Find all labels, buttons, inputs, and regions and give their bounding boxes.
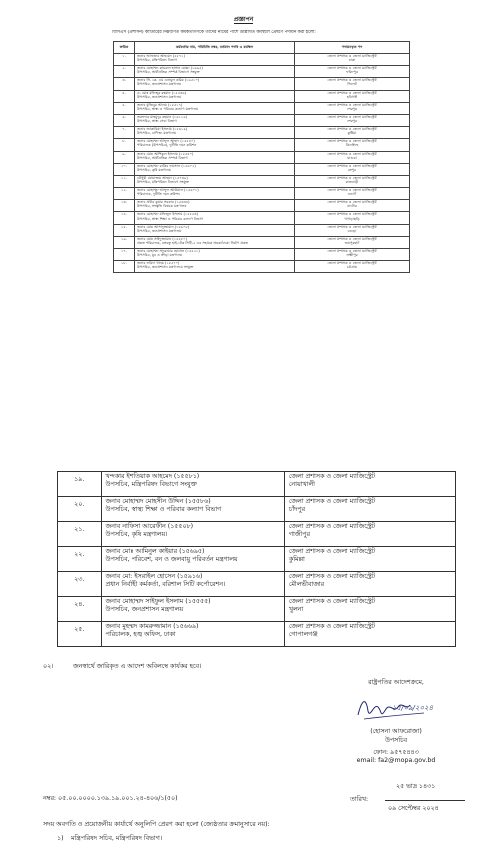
row-number: ২১. [58, 522, 102, 547]
officer-designation: উপসচিব, মন্ত্রিপরিষদ বিভাগ [137, 58, 177, 63]
officer-cell [135, 90, 295, 102]
officer-cell [135, 151, 295, 163]
posting-district: খাগড়াছড়ি [344, 216, 360, 221]
row-number: ১৫. [114, 224, 135, 236]
table-row [58, 597, 456, 622]
officer-name: জনাব মোহাম্মদ সারোয়ার হোসেন (১৫৫২১) [137, 249, 200, 253]
officer-cell [135, 78, 295, 90]
table-row [114, 54, 410, 66]
row-number: ২০. [58, 497, 102, 522]
posting-title: জেলা প্রশাসক ও জেলা ম্যাজিস্ট্রেট [327, 127, 377, 132]
officer-designation: উপসচিব, অর্থনৈতিক সম্পর্ক বিভাগ [137, 155, 188, 160]
table-row [58, 472, 456, 497]
posting-district: গাজীপুর [288, 531, 310, 538]
row-number: ৪. [114, 90, 135, 102]
table-row [114, 78, 410, 90]
table-row [114, 163, 410, 175]
posting-cell [284, 497, 455, 522]
table-row [58, 497, 456, 522]
officer-designation: প্রকল্প পরিচালক, বঙ্গবন্ধু হাই-টেক সিটি-২ এর সহায়ক অবকাঠামো নির্মাণ প্রকল্প [137, 240, 248, 245]
officer-cell [135, 163, 295, 175]
officer-designation: উপসচিব, বাণিজ্য মন্ত্রণালয় [137, 131, 177, 136]
table-row [114, 139, 410, 151]
row-number: ২২. [58, 547, 102, 572]
officer-cell [135, 224, 295, 236]
posting-cell [295, 236, 410, 248]
posting-cell [295, 78, 410, 90]
posting-cell [295, 212, 410, 224]
officer-cell [135, 200, 295, 212]
posting-title: জেলা প্রশাসক ও জেলা ম্যাজিস্ট্রেট [327, 200, 377, 205]
officer-designation: উপসচিব, জনপ্রশাসন মন্ত্রণালয় [105, 606, 184, 613]
table-row [114, 127, 410, 139]
paragraph-text: জনস্বার্থে জারিকৃত এ আদেশ অবিলম্বে কার্যকর হবে। [73, 663, 202, 670]
officer-designation: উপসচিব, কৃষি মন্ত্রণালয় [137, 167, 172, 172]
posting-title: জেলা প্রশাসক ও জেলা ম্যাজিস্ট্রেট [288, 573, 376, 580]
posting-title: জেলা প্রশাসক ও জেলা ম্যাজিস্ট্রেট [327, 102, 377, 107]
posting-title: জেলা প্রশাসক ও জেলা ম্যাজিস্ট্রেট [327, 224, 377, 229]
officer-designation: উপসচিব, পরিবেশ, বন ও জলবায়ু পরিবর্তন মন্ত্রণালয় [105, 556, 238, 563]
officer-cell [135, 188, 295, 200]
officer-name: জনাব মোহাম্মদ মোহসীন উদ্দিন (১৫৫৮৬) [105, 498, 211, 505]
officer-cell [135, 212, 295, 224]
posting-district: মাগুরা [347, 155, 357, 160]
posting-cell [295, 224, 410, 236]
officer-designation: উপসচিব, স্বাস্থ্য সেবা বিভাগ [137, 119, 177, 124]
officer-designation: উপসচিব, সংস্কৃতি বিষয়ক মন্ত্রণালয় [137, 204, 187, 209]
signature-date: ১৫/০৯/২০২৪ [392, 704, 434, 712]
officer-name: জনাব আফতাব আহমেদ (৫৫৭১) [137, 54, 185, 58]
posting-district: রাজবাড়ী [345, 179, 359, 184]
posting-cell [295, 127, 410, 139]
table-row [114, 66, 410, 78]
row-number: ১০. [114, 163, 135, 175]
officer-cell [135, 261, 295, 273]
signer-phone: ফোন: ৯৫৭৫৪৪৩ [373, 749, 419, 756]
officer-name: চৌধুরী মোয়াজ্জম আহমদ (১৫৭৩৯) [137, 175, 188, 180]
copy-item-text: মন্ত্রিপরিষদ সচিব, মন্ত্রিপরিষদ বিভাগ। [71, 835, 163, 842]
row-number: ১৪. [114, 212, 135, 224]
officer-cell [101, 472, 284, 497]
intro-text: বিসিএস (প্রশাসন) ক্যাডারের নিম্নবর্ণিত কর্মকর্তাগণকে তাঁদের নামের পাশে উল্লিখিত কর্মস্থলে প্রেষণে পদায়ন করা হলো: [112, 30, 316, 35]
row-number: ২৩. [58, 572, 102, 597]
posting-cell [284, 622, 455, 647]
posting-title: জেলা প্রশাসক ও জেলা ম্যাজিস্ট্রেট [288, 548, 376, 555]
officer-designation: উপসচিব, জনপ্রশাসন মন্ত্রণালয়ে সংযুক্ত [137, 265, 194, 270]
posting-district: নওগাঁ [347, 192, 357, 197]
row-number: ৭. [114, 127, 135, 139]
officer-cell [135, 66, 295, 78]
row-number: ২৪. [58, 597, 102, 622]
signer-name: (হোসনা আফরোজা) [370, 728, 422, 735]
officer-designation: উপসচিব, মন্ত্রিপরিষদ বিভাগে সংযুক্ত [137, 179, 190, 184]
officer-cell [135, 236, 295, 248]
officer-cell [135, 139, 295, 151]
posting-title: জেলা প্রশাসক ও জেলা ম্যাজিস্ট্রেট [327, 175, 377, 180]
posting-district: নাটোর [347, 204, 357, 209]
posting-title: জেলা প্রশাসক ও জেলা ম্যাজিস্ট্রেট [327, 236, 377, 241]
officer-designation: উপসচিব, স্বাস্থ্য ও পরিবার কল্যাণ মন্ত্রণালয় [137, 106, 199, 111]
officer-cell [135, 102, 295, 114]
officer-name: জনাব মোঃ সাইদুজ্জামান (১৫৫৮০) [137, 236, 187, 241]
copy-item [57, 833, 162, 844]
officer-cell [101, 572, 284, 597]
header-name: কর্মকর্তার নাম, পরিচিতি নম্বর, বর্তমান পদবি ও কর্মস্থল [135, 42, 295, 54]
officer-name: জনাব মুহম্মদ কামরুজ্জামান (১৫৬৬৯) [105, 623, 199, 630]
posting-title: জেলা প্রশাসক ও জেলা ম্যাজিস্ট্রেট [327, 261, 377, 266]
posting-district: চাঁদপুর [288, 506, 306, 513]
posting-title: জেলা প্রশাসক ও জেলা ম্যাজিস্ট্রেট [327, 90, 377, 95]
posting-title: জেলা প্রশাসক ও জেলা ম্যাজিস্ট্রেট [327, 188, 377, 193]
posting-cell [295, 66, 410, 78]
officer-designation: প্রধান নির্বাহী কর্মকর্তা, বরিশাল সিটি কর্পোরেশন। [105, 581, 226, 588]
officer-cell [101, 497, 284, 522]
row-number: ১৭. [114, 249, 135, 261]
officer-cell [101, 622, 284, 647]
officer-designation: পরিচালক, হজ্ব অফিস, ঢাকা [105, 631, 176, 638]
posting-title: জেলা প্রশাসক ও জেলা ম্যাজিস্ট্রেট [327, 212, 377, 217]
officer-designation: পরিচালক, দুর্নীতি দমন কমিশন [137, 192, 180, 197]
posting-cell [295, 151, 410, 163]
row-number: ১৩. [114, 200, 135, 212]
officer-name: জনাব ফরিদা খানম (১৫৫৭০) [137, 261, 180, 266]
posting-cell [295, 114, 410, 126]
posting-cell [295, 163, 410, 175]
posting-cell [284, 522, 455, 547]
posting-cell [295, 261, 410, 273]
posting-district: খুলনা [288, 606, 304, 613]
officer-designation: উপসচিব, যুব ও ক্রীড়া মন্ত্রণালয় [137, 253, 183, 258]
table-row [114, 249, 410, 261]
officer-cell [101, 522, 284, 547]
officer-name: জনাব জাকারিয়া ইসলাম (১৫৬১৯) [137, 127, 188, 132]
posting-cell [295, 102, 410, 114]
row-number: ১৯. [58, 472, 102, 497]
posting-title: জেলা প্রশাসক ও জেলা ম্যাজিস্ট্রেট [327, 78, 377, 83]
posting-cell [295, 139, 410, 151]
officer-designation: উপসচিব, মন্ত্রিপরিষদ বিভাগে সংযুক্ত [105, 481, 197, 488]
posting-title: জেলা প্রশাসক ও জেলা ম্যাজিস্ট্রেট [288, 498, 376, 505]
posting-district: চট্টগ্রাম [347, 265, 357, 270]
posting-district: শেরপুর [347, 119, 357, 124]
row-number: ১১. [114, 175, 135, 187]
officer-designation: উপসচিব, কৃষি মন্ত্রণালয়। [105, 531, 168, 538]
posting-title: জেলা প্রশাসক ও জেলা ম্যাজিস্ট্রেট [327, 139, 377, 144]
posting-title: জেলা প্রশাসক ও জেলা ম্যাজিস্ট্রেট [327, 54, 377, 58]
row-number: ১২. [114, 188, 135, 200]
posting-title: জেলা প্রশাসক ও জেলা ম্যাজিস্ট্রেট [327, 114, 377, 119]
posting-title: জেলা প্রশাসক ও জেলা ম্যাজিস্ট্রেট [288, 623, 376, 630]
officer-name: জনাব মুজিবুর আলম (১৫৫১৭) [137, 102, 183, 107]
date-bangla: ২৫ ভাদ্র ১৪৩১ [396, 783, 436, 790]
copy-distribution-text: সদয় অবগতি ও প্রয়োজনীয় কার্যার্থে অনুলিপি প্রেরণ করা হলো (জ্যেষ্ঠতার ক্রমানুসারে নয়): [43, 821, 270, 828]
posting-district: গোপালগঞ্জ [288, 631, 318, 638]
signer-email[interactable]: email: fa2@mopa.gov.bd [356, 757, 436, 764]
posting-district: হবিগঞ্জ [346, 94, 358, 99]
officer-designation: উপসচিব, স্বাস্থ্য শিক্ষা ও পরিবার কল্যাণ বিভাগ [105, 506, 222, 513]
posting-title: জেলা প্রশাসক ও জেলা ম্যাজিস্ট্রেট [327, 66, 377, 71]
posting-title: জেলা প্রশাসক ও জেলা ম্যাজিস্ট্রেট [327, 163, 377, 168]
row-number: ১. [114, 54, 135, 66]
officer-name: জনাব মোহাম্মদ সাইফুল ইসলাম (১৫৫৫৫) [105, 598, 211, 605]
officer-name: জনাব মোঃ আমিনুল কাইয়ার (১৫৬৯৫) [105, 548, 205, 555]
date-divider [385, 800, 465, 801]
posting-cell [295, 188, 410, 200]
table-row [114, 151, 410, 163]
officer-name: জনাব মোহাম্মদ আব্দুল আউয়াল (১৫৬০১) [137, 188, 199, 193]
row-number: ৯. [114, 151, 135, 163]
table-row [58, 547, 456, 572]
posting-title: জেলা প্রশাসক ও জেলা ম্যাজিস্ট্রেট [327, 151, 377, 156]
row-number: ৮. [114, 139, 135, 151]
table-row [114, 224, 410, 236]
officer-cell [101, 547, 284, 572]
posting-cell [295, 200, 410, 212]
officer-name: জনাব সি. কে. এম এনামুল করিম (১৬৫১০) [137, 78, 200, 83]
table-row [58, 572, 456, 597]
table-row [114, 90, 410, 102]
officer-name: জনাব মোহাম্মদ আব্দুল আহাদ (১৫৫৪০) [137, 139, 195, 144]
handwritten-signature [350, 693, 440, 727]
order-paragraph [43, 661, 201, 672]
officer-cell [135, 127, 295, 139]
officer-designation: উপসচিব, জনপ্রশাসন মন্ত্রণালয় [137, 228, 182, 233]
officer-designation: উপসচিব, অর্থনৈতিক সম্পর্ক বিভাগে সংযুক্ত [137, 70, 200, 75]
page-break [0, 405, 487, 467]
posting-cell [284, 547, 455, 572]
officer-name: খন্দকার ইশতিয়াক আহমেদ (১৫৫৮১) [105, 473, 200, 480]
officer-cell [135, 175, 295, 187]
posting-cell [284, 572, 455, 597]
posting-district: কুমিল্লা [288, 556, 305, 563]
posting-cell [284, 597, 455, 622]
row-number: ৬. [114, 114, 135, 126]
posting-cell [295, 54, 410, 66]
posting-district: শেরপুর [347, 106, 357, 111]
posting-district: বগুড়া [347, 228, 357, 233]
table-row [58, 622, 456, 647]
row-number: ২. [114, 66, 135, 78]
officer-name: জনাব মো: ইসরাইল হোসেন (১৫৯১৬) [105, 573, 203, 580]
row-number: ১৬. [114, 236, 135, 248]
posting-district: জয়পুরহাট [344, 240, 360, 245]
posting-cell [295, 175, 410, 187]
officer-name: জনাব মোহাম্মদ রাকিব ফয়সাল (১৫৬০২) [137, 163, 196, 168]
posting-district: সিলেট [347, 82, 357, 87]
table-row [114, 212, 410, 224]
row-number: ২৫. [58, 622, 102, 647]
officer-designation: উপসচিব, স্বাস্থ্য শিক্ষা ও পরিবার কল্যাণ বিভাগ [137, 216, 203, 221]
date-label: তারিখ: [350, 796, 369, 803]
posting-district: কুষ্টিয়া [347, 131, 357, 136]
officer-designation: উপসচিব, জনপ্রশাসন মন্ত্রণালয় [137, 94, 182, 99]
header-post: পদায়নকৃত পদ [295, 42, 410, 54]
posting-district: লক্ষ্মীপুর [346, 253, 358, 258]
order-line: রাষ্ট্রপতির আদেশক্রমে, [368, 679, 424, 686]
posting-cell [284, 472, 455, 497]
officer-name: জনাব মোহাম্মদ কামরুল হাসান মোল্লা (১৬৯৫) [137, 66, 203, 71]
date-english: ০৯ সেপ্টেম্বর ২০২৪ [388, 805, 439, 812]
row-number: ৫. [114, 102, 135, 114]
officer-cell [135, 249, 295, 261]
posting-district: মৌলভীবাজার [288, 581, 325, 588]
posting-district: ফরিদপুর [346, 70, 358, 75]
paragraph-number: ০২। [43, 663, 54, 670]
row-number: ৩. [114, 78, 135, 90]
copy-item-number: ১) [57, 835, 64, 842]
row-number: ১৮. [114, 261, 135, 273]
posting-title: জেলা প্রশাসক ও জেলা ম্যাজিস্ট্রেট [288, 523, 376, 530]
officer-name: জনাব মোঃ আশিকুল ইসলাম (১৫৫৪০) [137, 151, 194, 156]
header-no: ক্রমিক [114, 42, 135, 54]
table-row [114, 200, 410, 212]
posting-title: জেলা প্রশাসক ও জেলা ম্যাজিস্ট্রেট [288, 598, 376, 605]
posting-district: ঝিনাইদহ [345, 143, 359, 148]
table-row [114, 261, 410, 273]
officer-name: জনাব প্রবীর কুমার সরকার (১৫৬৩৪) [137, 200, 190, 205]
posting-district: রংপুর [348, 167, 356, 172]
table-row [114, 236, 410, 248]
officer-name: ড. মোঃ মফিজুর রহমান (১৫৫৩৬) [137, 90, 187, 95]
posting-district: নোয়াখালী [288, 481, 315, 488]
table-row [114, 175, 410, 187]
posting-title: জেলা প্রশাসক ও জেলা ম্যাজিস্ট্রেট [327, 249, 377, 253]
officer-name: জনাব মোঃ আসাদুজ্জামান (১৫৬০৮) [137, 224, 190, 229]
table-row [114, 102, 410, 114]
table-row [58, 522, 456, 547]
posting-cell [295, 90, 410, 102]
officer-name: জনাব নাফিসা আরেফীন (১৫৫০৮) [105, 523, 194, 530]
posting-district: ঢাকা [348, 58, 356, 63]
officer-designation: উপসচিব, জনপ্রশাসন মন্ত্রণালয় [137, 82, 182, 87]
signer-title: উপসচিব [384, 737, 408, 744]
officer-cell [101, 597, 284, 622]
table-row [114, 114, 410, 126]
posting-table-bottom [57, 471, 456, 647]
memo-number: নম্বর: ০৫.০০.০০০০.১৩৯.১৯.০০১.২৪-৪০৬/১(৫০) [43, 795, 178, 802]
officer-cell [135, 114, 295, 126]
document-title: প্রজ্ঞাপন [233, 16, 254, 23]
officer-designation: পরিচালক (উপসচিব), দুর্নীতি দমন কমিশন [137, 143, 197, 148]
officer-name: তরফদার মাহমুদুর রহমান (১৬১১৬) [137, 114, 187, 119]
officer-cell [135, 54, 295, 66]
table-row [114, 188, 410, 200]
posting-title: জেলা প্রশাসক ও জেলা ম্যাজিস্ট্রেট [288, 473, 376, 480]
posting-table-top [113, 41, 410, 273]
posting-cell [295, 249, 410, 261]
officer-name: জনাব মোহাম্মদ মফিজুল ইসলাম (১৫৫৫৩) [137, 212, 198, 217]
